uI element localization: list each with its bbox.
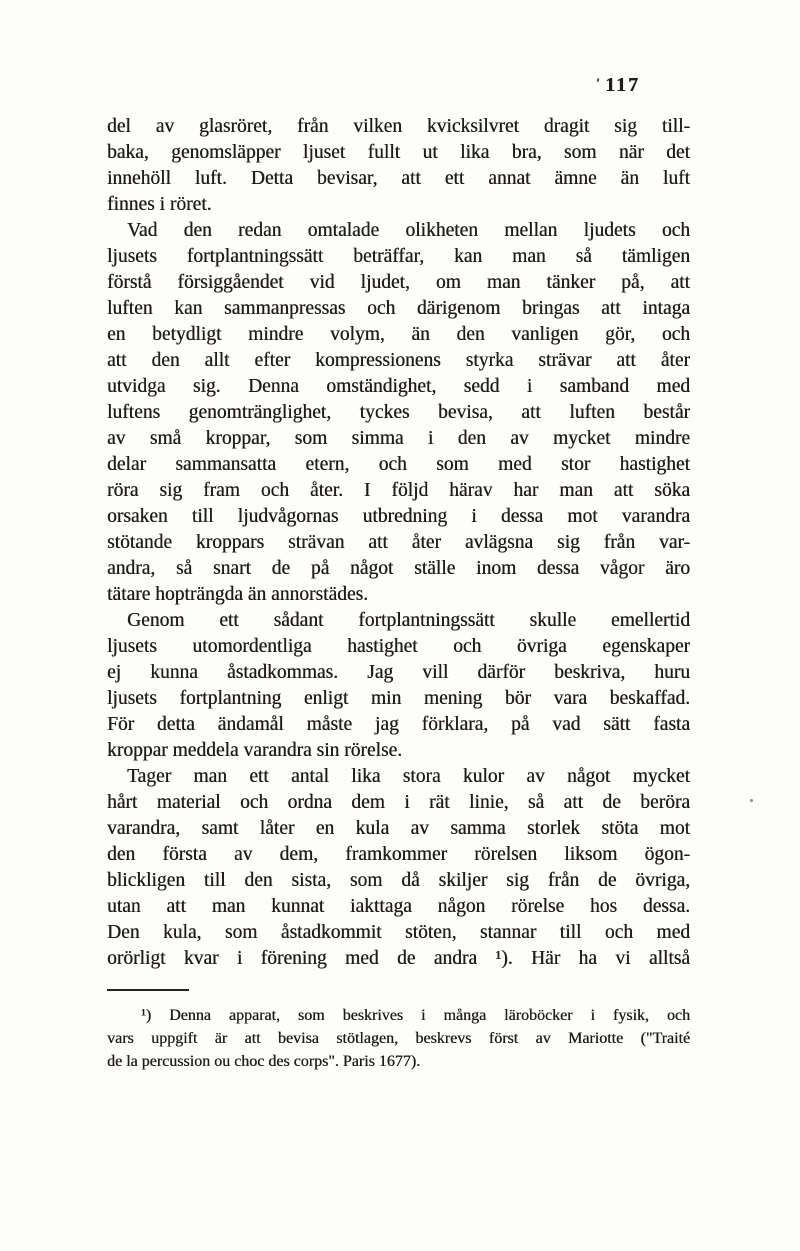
text-line: Genom ett sådant fortplantningssätt skulle emellertid	[127, 610, 690, 631]
scan-speck	[750, 799, 753, 802]
text-line: utan att man kunnat iakttaga någon rörelse hos dessa.	[107, 896, 690, 917]
text-line: den första av dem, framkommer rörelsen liksom ögon-	[107, 844, 690, 865]
text-line: luften kan sammanpressas och därigenom bringas att intaga	[107, 298, 690, 319]
text-line: tätare hopträngda än annorstädes.	[107, 584, 368, 605]
text-line: utvidga sig. Denna omständighet, sedd i samband med	[107, 376, 690, 397]
text-line: Vad den redan omtalade olikheten mellan ljudets och	[127, 220, 690, 241]
body-text-block	[107, 114, 690, 1073]
text-line: hårt material och ordna dem i rät linie, så att de beröra	[107, 792, 690, 813]
paragraph	[107, 608, 690, 764]
text-line: varandra, samt låter en kula av samma storlek stöta mot	[107, 818, 690, 839]
paragraph	[107, 114, 690, 218]
text-line: förstå försiggåendet vid ljudet, om man tänker på, att	[107, 272, 690, 293]
text-line: ljusets fortplantning enligt min mening bör vara beskaffad.	[107, 688, 690, 709]
text-line: vars uppgift är att bevisa stötlagen, beskrevs först av Mariotte ("Traité	[107, 1030, 690, 1047]
text-line: orsaken till ljudvågornas utbredning i dessa mot varandra	[107, 506, 690, 527]
text-line: blickligen till den sista, som då skiljer sig från de övriga,	[107, 870, 690, 891]
page-number: 117	[605, 74, 640, 96]
text-line: att den allt efter kompressionens styrka strävar att åter	[107, 350, 690, 371]
text-line: delar sammansatta etern, och som med stor hastighet	[107, 454, 690, 475]
paragraph	[107, 218, 690, 608]
footnote-separator	[107, 989, 189, 991]
text-line: ¹) Denna apparat, som beskrives i många läroböcker i fysik, och	[141, 1007, 690, 1024]
paragraphs-container	[107, 114, 690, 972]
text-line: stötande kroppars strävan att åter avlägsna sig från var-	[107, 532, 690, 553]
text-line: röra sig fram och åter. I följd härav har man att söka	[107, 480, 690, 501]
text-line: baka, genomsläpper ljuset fullt ut lika bra, som när det	[107, 142, 690, 163]
text-line: Tager man ett antal lika stora kulor av något mycket	[127, 766, 690, 787]
text-line: finnes i röret.	[107, 194, 212, 215]
text-line: andra, så snart de på något ställe inom dessa vågor äro	[107, 558, 690, 579]
text-line: ljusets fortplantningssätt beträffar, kan man så tämligen	[107, 246, 690, 267]
text-line: ej kunna åstadkommas. Jag vill därför beskriva, huru	[107, 662, 690, 683]
text-line: innehöll luft. Detta bevisar, att ett annat ämne än luft	[107, 168, 690, 189]
text-line: de la percussion ou choc des corps". Paris 1677).	[107, 1053, 421, 1070]
text-line: ljusets utomordentliga hastighet och övriga egenskaper	[107, 636, 690, 657]
text-line: del av glasröret, från vilken kvicksilvret dragit sig till-	[107, 116, 690, 137]
footnote	[107, 1004, 690, 1073]
text-line: För detta ändamål måste jag förklara, på vad sätt fasta	[107, 714, 690, 735]
text-line: av små kroppar, som simma i den av mycket mindre	[107, 428, 690, 449]
text-line: en betydligt mindre volym, än den vanligen gör, och	[107, 324, 690, 345]
text-line: kroppar meddela varandra sin rörelse.	[107, 740, 403, 761]
text-line: orörligt kvar i förening med de andra ¹). Här ha vi alltså	[107, 948, 690, 969]
text-line: Den kula, som åstadkommit stöten, stannar till och med	[107, 922, 690, 943]
paragraph	[107, 764, 690, 972]
text-line: luftens genomtränglighet, tyckes bevisa, att luften består	[107, 402, 690, 423]
